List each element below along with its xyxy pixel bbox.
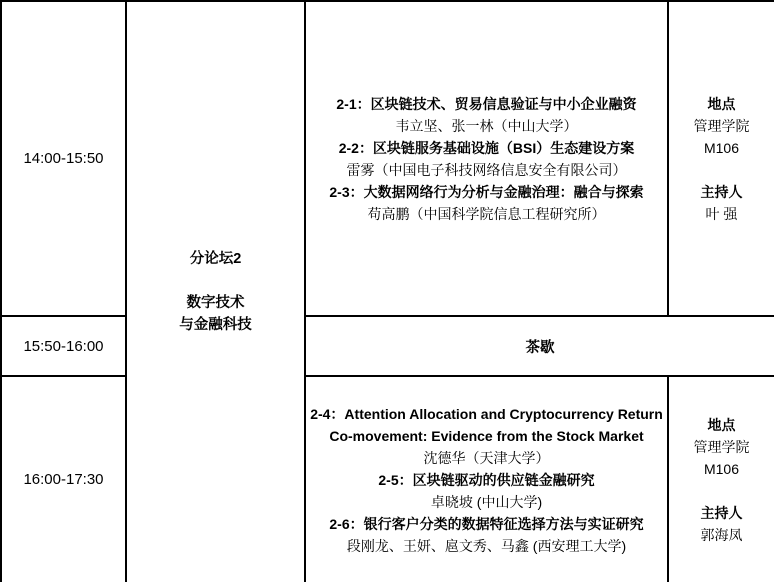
session-title: 2-2：区块链服务基础设施（BSI）生态建设方案 [338, 139, 635, 156]
venue-spacer [669, 480, 774, 502]
host-label: 主持人 [700, 504, 743, 521]
host-label: 主持人 [700, 183, 743, 200]
venue-label: 地点 [707, 95, 736, 112]
venue-label: 地点 [707, 416, 736, 433]
forum-spacer [127, 270, 304, 292]
venue-room: M106 [703, 139, 740, 156]
venue-building: 管理学院 [693, 438, 750, 455]
session-title: 2-4：Attention Allocation and Cryptocurrency Return Co-movement: Evidence from the Stock Market [310, 405, 663, 444]
forum-topic-line-1: 数字技术 [186, 295, 245, 311]
session-title: 2-3：大数据网络行为分析与金融治理：融合与探索 [329, 183, 644, 200]
forum-topic-line-2: 与金融科技 [179, 317, 252, 333]
session-row-afternoon-1 [1, 1, 774, 316]
venue-cell-2 [668, 376, 774, 582]
time-slot-1: 14:00-15:50 [1, 1, 126, 316]
session-speakers: 雷雾（中国电子科技网络信息安全有限公司） [346, 161, 627, 178]
session-speakers: 沈德华（天津大学） [423, 449, 550, 466]
tea-break-cell: 茶歇 [305, 316, 774, 376]
venue-cell-1 [668, 1, 774, 316]
session-row-afternoon-2 [1, 376, 774, 582]
session-title: 2-5：区块链驱动的供应链金融研究 [378, 471, 595, 488]
host-name: 叶 强 [705, 205, 738, 222]
session-title: 2-6：银行客户分类的数据特征选择方法与实证研究 [329, 515, 644, 532]
time-slot-2: 15:50-16:00 [1, 316, 126, 376]
sessions-cell-2 [305, 376, 668, 582]
venue-room: M106 [703, 460, 740, 477]
time-slot-3: 16:00-17:30 [1, 376, 126, 582]
session-speakers: 段刚龙、王妍、扈文秀、马鑫 (西安理工大学) [346, 537, 627, 554]
venue-spacer [669, 159, 774, 181]
host-name: 郭海凤 [700, 526, 743, 543]
session-title: 2-1：区块链技术、贸易信息验证与中小企业融资 [336, 95, 637, 112]
session-speakers: 卓晓坡 (中山大学) [430, 493, 543, 510]
session-speakers: 苟高鹏（中国科学院信息工程研究所） [367, 205, 606, 222]
forum-title-cell [126, 1, 305, 582]
venue-building: 管理学院 [693, 117, 750, 134]
sessions-cell-1 [305, 1, 668, 316]
break-row [1, 316, 774, 376]
session-speakers: 韦立坚、张一林（中山大学） [395, 117, 578, 134]
forum-number: 分论坛2 [189, 251, 242, 267]
